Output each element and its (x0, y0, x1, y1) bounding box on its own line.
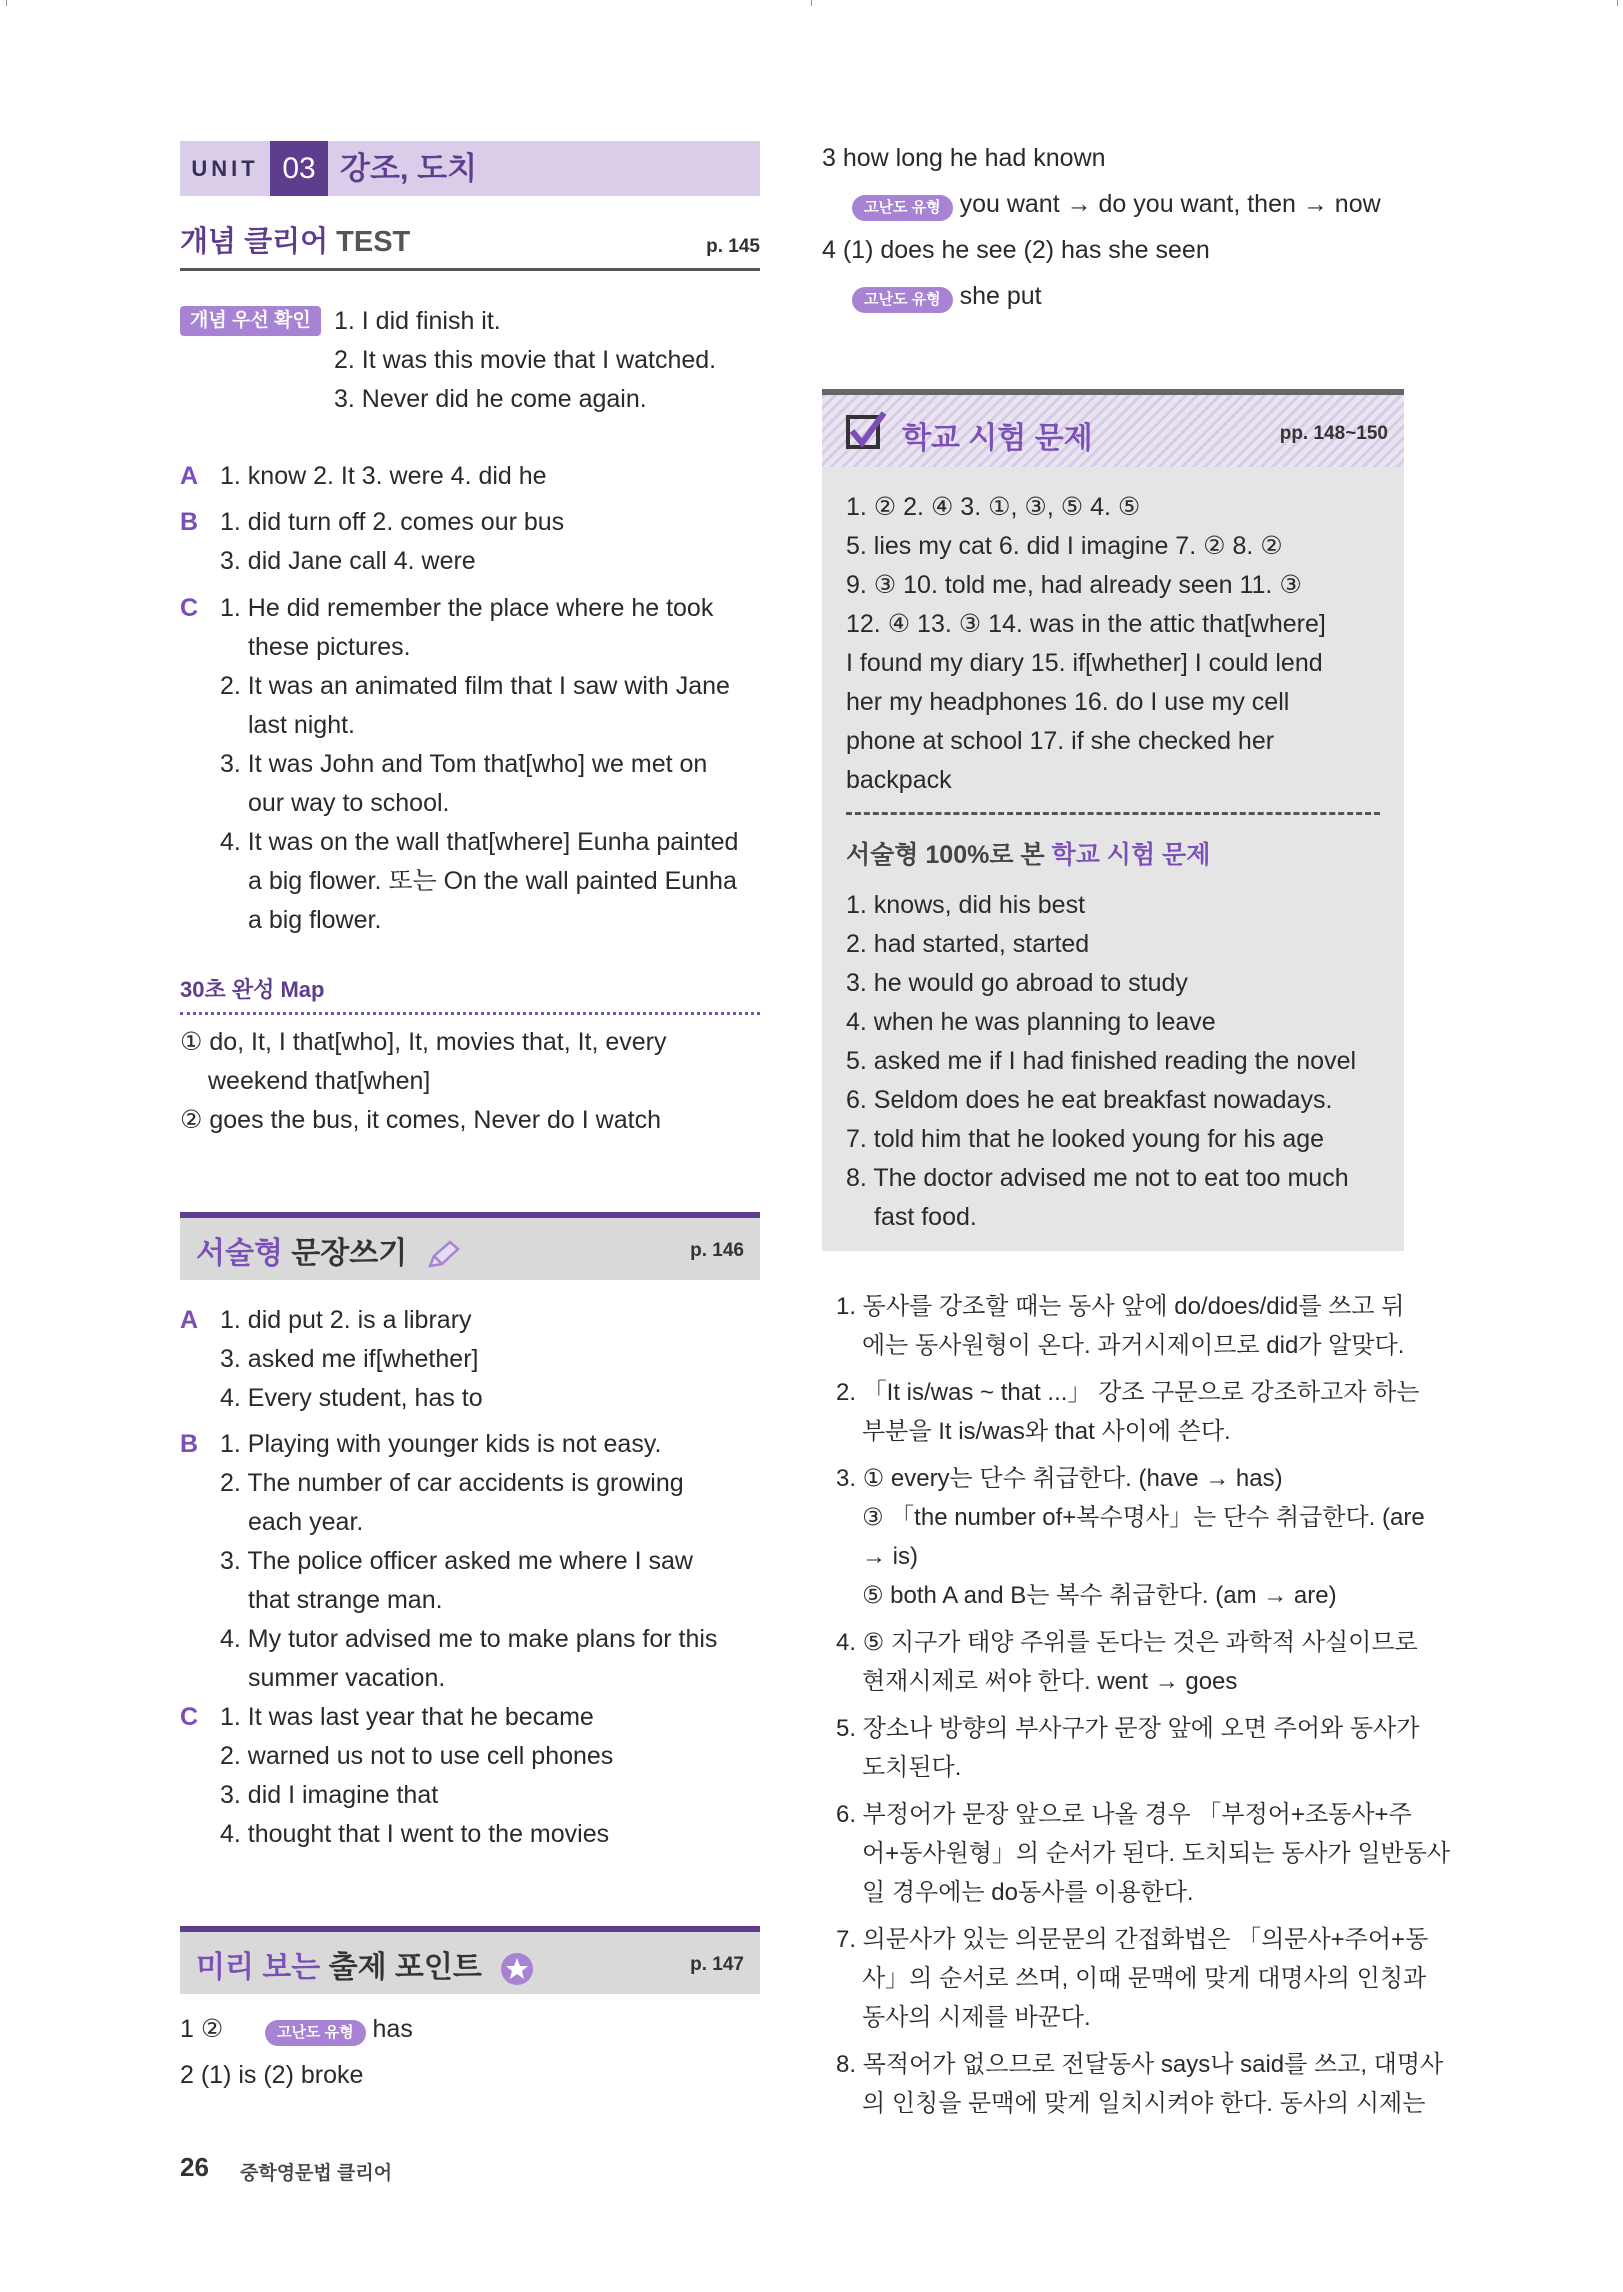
explanation-line: ③ 「the number of+복수명사」는 단수 취급한다. (are (862, 1504, 1425, 1531)
section-label-a: A (180, 462, 199, 490)
dotted-divider (180, 1012, 760, 1015)
preview-line-3-hard: 고난도 유형 you want → do you want, then → now (852, 185, 1381, 223)
answer-line: a big flower. (248, 906, 382, 934)
answer-line: 1. knows, did his best (846, 891, 1086, 919)
answer-line: 7. told him that he looked young for his age (846, 1125, 1325, 1153)
preview-title-b: 출제 포인트 (328, 1951, 482, 1984)
unit-title: 강조, 도치 (340, 151, 478, 186)
map-title: 30초 완성 Map (180, 977, 325, 1002)
page-ref: p. 146 (690, 1240, 744, 1261)
answer-line: 4. Every student, has to (220, 1384, 483, 1412)
answer-line: 4. My tutor advised me to make plans for this (220, 1625, 718, 1653)
page-ref: p. 147 (690, 1954, 744, 1975)
page-ref: p. 145 (706, 236, 760, 257)
answer-line: a big flower. 또는 On the wall painted Eunha (248, 867, 737, 895)
answer-line: 1. Playing with younger kids is not easy. (220, 1430, 662, 1458)
answer-line: last night. (248, 711, 356, 739)
dashed-divider (846, 812, 1380, 815)
answer-line: 2. had started, started (846, 930, 1090, 958)
explanation-line: 5. 장소나 방향의 부사구가 문장 앞에 오면 주어와 동사가 (836, 1715, 1420, 1742)
explanation-line: 사」의 순서로 쓰며, 이때 문맥에 맞게 대명사의 인칭과 (862, 1965, 1427, 1992)
answer-line: 4. It was on the wall that[where] Eunha painted (220, 828, 739, 856)
writing-title-b: 문장쓰기 (291, 1237, 408, 1270)
answer-line: 12. ④ 13. ③ 14. was in the attic that[where] (846, 610, 1326, 638)
answer-line: our way to school. (248, 789, 450, 817)
answer-line: 3. he would go abroad to study (846, 969, 1188, 997)
preview-line-4: 4 (1) does he see (2) has she seen (822, 236, 1210, 264)
answer-line: 5. lies my cat 6. did I imagine 7. ② 8. ② (846, 532, 1283, 560)
explanation-line: → is) (862, 1543, 918, 1570)
answer-line: 3. asked me if[whether] (220, 1345, 479, 1373)
preview-title-a: 미리 보는 (196, 1951, 321, 1984)
answer-line: that strange man. (248, 1586, 443, 1614)
crop-mark (1617, 0, 1618, 6)
answer-line: 9. ③ 10. told me, had already seen 11. ③ (846, 571, 1302, 599)
hard-type-pill: 고난도 유형 (852, 195, 953, 221)
concept-test-title-test: TEST (336, 226, 411, 258)
explanation-line: 현재시제로 써야 한다. went → goes (862, 1668, 1238, 1695)
answer-line: each year. (248, 1508, 364, 1536)
pencil-icon (426, 1240, 460, 1270)
concept-check-pill: 개념 우선 확인 (180, 306, 321, 336)
explanation-line: 일 경우에는 do동사를 이용한다. (862, 1879, 1194, 1906)
explanation-line: ⑤ both A and B는 복수 취급한다. (am → are) (862, 1582, 1337, 1609)
crop-mark (811, 0, 812, 6)
answer-line: fast food. (874, 1203, 977, 1231)
answer-line: 2. The number of car accidents is growing (220, 1469, 684, 1497)
school-test-title: 학교 시험 문제 (902, 422, 1093, 455)
writing-section-header (180, 1212, 760, 1280)
explanation-line: 7. 의문사가 있는 의문문의 간접화법은 「의문사+주어+동 (836, 1926, 1429, 1953)
answer-line: these pictures. (248, 633, 411, 661)
preview-line-2: 2 (1) is (2) broke (180, 2061, 364, 2089)
map-line: ① do, It, I that[who], It, movies that, It, every (180, 1028, 667, 1056)
concept-test-title: 개념 클리어 (180, 226, 329, 258)
unit-tag: UNIT (180, 141, 270, 196)
preview-section-header (180, 1926, 760, 1994)
answer-line: 2. It was an animated film that I saw with Jane (220, 672, 730, 700)
answer-line: summer vacation. (248, 1664, 446, 1692)
answer-line: 6. Seldom does he eat breakfast nowadays. (846, 1086, 1333, 1114)
checkbox-icon (844, 409, 888, 453)
writing-title-a: 서술형 (196, 1237, 283, 1270)
answer-line: phone at school 17. if she checked her (846, 727, 1275, 755)
check-line: 1. I did finish it. (334, 307, 501, 335)
answer-line: 1. did put 2. is a library (220, 1306, 472, 1334)
answer-line: 3. did I imagine that (220, 1781, 439, 1809)
page-ref: pp. 148~150 (1279, 423, 1388, 444)
check-line: 2. It was this movie that I watched. (334, 346, 717, 374)
answer-line: 1. He did remember the place where he took (220, 594, 714, 622)
answer-line: 1. did turn off 2. comes our bus (220, 508, 565, 536)
section-label-b: B (180, 1430, 199, 1458)
explanation-line: 도치된다. (862, 1754, 962, 1781)
explanation-line: 의 인칭을 문맥에 맞게 일치시켜야 한다. 동사의 시제는 (862, 2090, 1426, 2117)
explanation-line: 4. ⑤ 지구가 태양 주위를 돈다는 것은 과학적 사실이므로 (836, 1629, 1418, 1656)
concept-test-header (180, 218, 760, 271)
explanation-line: 부분을 It is/was와 that 사이에 쓴다. (862, 1418, 1231, 1445)
explanation-line: 3. ① every는 단수 취급한다. (have → has) (836, 1465, 1283, 1492)
book-title: 중학영문법 클리어 (240, 2163, 393, 2184)
explanation-line: 8. 목적어가 없으므로 전달동사 says나 said를 쓰고, 대명사 (836, 2051, 1444, 2078)
section-label-c: C (180, 1703, 199, 1731)
section-label-c: C (180, 594, 199, 622)
answer-line: 2. warned us not to use cell phones (220, 1742, 614, 1770)
school-test-box (822, 389, 1404, 1251)
essay-subsection-title: 서술형 100%로 본 학교 시험 문제 (846, 841, 1211, 869)
school-test-header (822, 389, 1404, 467)
section-label-a: A (180, 1306, 199, 1334)
preview-line-3: 3 how long he had known (822, 144, 1106, 172)
section-label-b: B (180, 508, 199, 536)
preview-line-4-hard: 고난도 유형 she put (852, 277, 1042, 315)
answer-line: 1. It was last year that he became (220, 1703, 594, 1731)
answer-line: her my headphones 16. do I use my cell (846, 688, 1290, 716)
unit-banner (180, 141, 760, 196)
answer-line: 5. asked me if I had finished reading the novel (846, 1047, 1357, 1075)
answer-line: 3. It was John and Tom that[who] we met on (220, 750, 708, 778)
star-icon (500, 1952, 534, 1986)
answer-line: 4. when he was planning to leave (846, 1008, 1216, 1036)
answer-line: 8. The doctor advised me not to eat too much (846, 1164, 1349, 1192)
explanation-line: 동사의 시제를 바꾼다. (862, 2004, 1091, 2031)
answer-line: 1. ② 2. ④ 3. ①, ③, ⑤ 4. ⑤ (846, 493, 1141, 521)
answer-line: 3. The police officer asked me where I saw (220, 1547, 693, 1575)
map-line: ② goes the bus, it comes, Never do I watch (180, 1106, 661, 1134)
explanation-line: 어+동사원형」의 순서가 된다. 도치되는 동사가 일반동사 (862, 1840, 1451, 1867)
answer-line: 3. did Jane call 4. were (220, 547, 476, 575)
answer-line: 1. know 2. It 3. were 4. did he (220, 462, 547, 490)
map-line: weekend that[when] (208, 1067, 431, 1095)
unit-number: 03 (270, 141, 328, 196)
explanation-line: 2. 「It is/was ~ that ...」 강조 구문으로 강조하고자 하는 (836, 1379, 1420, 1406)
answer-line: 4. thought that I went to the movies (220, 1820, 610, 1848)
answer-line: I found my diary 15. if[whether] I could lend (846, 649, 1323, 677)
check-line: 3. Never did he come again. (334, 385, 647, 413)
answer-line: backpack (846, 766, 952, 794)
crop-mark (6, 0, 7, 6)
page-number: 26 (180, 2152, 209, 2182)
hard-type-pill: 고난도 유형 (265, 2020, 366, 2046)
preview-line-1: 1 ② 고난도 유형 has (180, 2010, 413, 2048)
explanation-line: 6. 부정어가 문장 앞으로 나올 경우 「부정어+조동사+주 (836, 1801, 1412, 1828)
explanation-line: 1. 동사를 강조할 때는 동사 앞에 do/does/did를 쓰고 뒤 (836, 1293, 1405, 1320)
explanation-line: 에는 동사원형이 온다. 과거시제이므로 did가 알맞다. (862, 1332, 1405, 1359)
hard-type-pill: 고난도 유형 (852, 287, 953, 313)
